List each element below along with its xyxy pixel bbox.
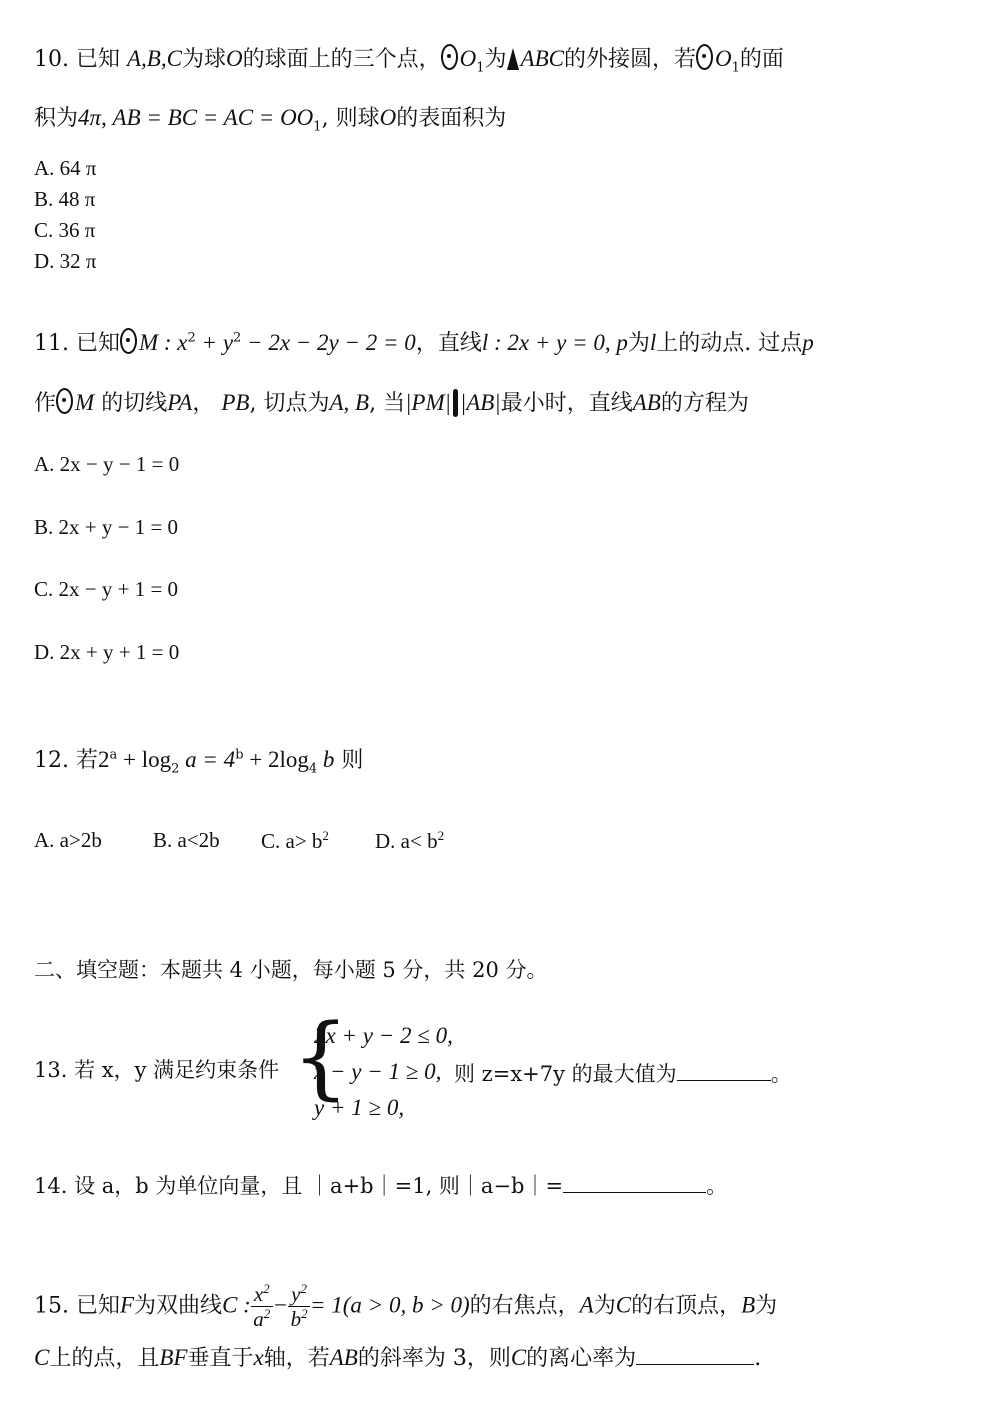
q15-fraction-x (251, 1282, 273, 1331)
q10-o1: O (714, 46, 732, 71)
q11-ab: A, B (329, 390, 370, 415)
q11-ab-abs: |AB| (459, 390, 501, 415)
q12-option-c-text: C. a> b (261, 829, 323, 853)
q11-pa: PA (167, 390, 193, 415)
q12-sup: a (109, 747, 118, 763)
q12-option-c (261, 828, 329, 854)
q15-line2 (34, 1344, 761, 1370)
q11-text: 的方程为 (660, 391, 749, 416)
q10-sphere: O (225, 46, 243, 71)
q14-end: 。 (706, 1174, 728, 1198)
q11-text: ， (192, 391, 215, 416)
q15-number: 15. 已知 (34, 1293, 120, 1319)
circle-symbol-icon (120, 328, 137, 354)
q11-ab: AB (632, 390, 661, 415)
q10-line2 (34, 106, 506, 133)
q12-eq: a = 4 (179, 747, 236, 772)
q12-eq: + log (117, 747, 172, 772)
section-heading: 二、填空题：本题共 4 小题，每小题 5 分，共 20 分。 (34, 958, 548, 982)
q15-f: F (119, 1292, 135, 1318)
q15-text: 的右焦点， (469, 1293, 580, 1319)
q12-sub: 4 (308, 761, 318, 777)
q15-b: B (741, 1292, 756, 1318)
q10-sphere: O (379, 105, 397, 130)
q11-option-c: C. 2x − y + 1 = 0 (34, 577, 179, 601)
q11-text: 上的动点. 过点 (656, 331, 803, 356)
q15-sup: 2 (263, 1306, 271, 1322)
q10-text: 为 (484, 47, 507, 72)
q15-num-var: y (291, 1282, 301, 1306)
q11-eq: − 2x − 2y − 2 = 0 (241, 330, 416, 355)
q10-text: 的面 (739, 47, 784, 72)
q15-text: 轴，若 (263, 1346, 330, 1371)
circle-symbol-icon (56, 388, 73, 414)
q11-eq: M : x (138, 330, 188, 355)
q15-minus: − (272, 1292, 289, 1318)
q10-text: 积为 (34, 106, 79, 131)
q10-text: 的外接圆，若 (563, 47, 696, 72)
q12-sup: 2 (322, 828, 329, 843)
q14-line (34, 1172, 727, 1197)
q15-num (288, 1282, 310, 1307)
q13-constraint-1: 2x + y − 2 ≤ 0, (314, 1023, 453, 1048)
q11-text: 作 (34, 391, 57, 416)
q12-option-b: B. a<2b (153, 828, 220, 852)
q11-option-b: B. 2x + y − 1 = 0 (34, 515, 179, 539)
q15-bf: BF (159, 1345, 188, 1370)
q12-sup: 2 (437, 828, 445, 843)
q11-sup: 2 (233, 330, 242, 346)
q15-a: A (579, 1292, 594, 1318)
q15-text: 为 (755, 1293, 778, 1319)
q11-number: 11. 已知 (34, 331, 120, 356)
q15-end: . (754, 1346, 762, 1371)
q15-text: 垂直于 (187, 1346, 254, 1371)
q15-line1 (34, 1282, 777, 1331)
q11-text: 的切线 (101, 391, 168, 416)
q11-text: ，直线 (415, 331, 482, 356)
q10-sub: 1 (476, 60, 485, 76)
q15-num (251, 1282, 273, 1307)
product-symbol-icon (453, 389, 458, 417)
q12-eq: + 2log (243, 747, 309, 772)
q13-constraint-2: x − y − 1 ≥ 0, (314, 1059, 442, 1084)
q10-option-a: A. 64 π (34, 156, 97, 180)
q10-sub: 1 (313, 119, 322, 135)
q13-tail (454, 1060, 792, 1085)
q15-c: C (615, 1292, 632, 1318)
q15-eq: = 1(a > 0, b > 0) (310, 1292, 470, 1318)
q11-text: , 切点为 (249, 391, 330, 416)
q12-number: 12. 若 (34, 748, 98, 773)
q10-number: 10. 已知 (34, 47, 120, 72)
circle-symbol-icon (696, 44, 713, 70)
q11-text: 为 (627, 331, 650, 356)
q12-option-a: A. a>2b (34, 828, 102, 852)
q13-end: 。 (770, 1062, 792, 1086)
q10-o1: O (459, 46, 477, 71)
triangle-symbol-icon (507, 48, 519, 70)
q15-ab: AB (329, 1345, 358, 1370)
q15-den-var: a (253, 1307, 264, 1332)
answer-blank[interactable] (636, 1344, 754, 1365)
q10-points: A,B,C (126, 46, 182, 71)
q12-option-d (375, 828, 444, 854)
q15-den (251, 1307, 273, 1331)
q15-num-var: x (253, 1282, 264, 1306)
q11-eq: + y (195, 330, 234, 355)
q12-eq: b (317, 747, 335, 772)
q10-eq: 4π, AB = BC = AC = OO (78, 105, 314, 130)
q11-sup: 2 (187, 330, 196, 346)
q10-text: 的球面上的三个点， (242, 47, 441, 72)
brace-icon: { (292, 1005, 350, 1110)
q13-constraint-3: y + 1 ≥ 0, (314, 1095, 405, 1120)
q11-l: l (649, 330, 657, 355)
q15-sup: 2 (300, 1281, 307, 1296)
q11-option-d: D. 2x + y + 1 = 0 (34, 640, 180, 664)
q15-den-var: b (290, 1307, 302, 1332)
q10-abc: ABC (520, 46, 564, 71)
q15-sup: 2 (263, 1281, 270, 1296)
q15-sup: 2 (301, 1306, 308, 1322)
q10-line1 (34, 44, 784, 74)
q10-option-d: D. 32 π (34, 249, 97, 273)
q13-text: 则 z=x+7y 的最大值为 (454, 1062, 677, 1086)
q15-text: 的斜率为 3，则 (357, 1346, 511, 1371)
q15-c: C (510, 1345, 527, 1370)
q11-m: M (75, 390, 95, 415)
q15-den (288, 1307, 310, 1331)
circle-symbol-icon (441, 44, 458, 70)
q11-line1 (34, 328, 814, 355)
q12-sub: 2 (171, 761, 180, 777)
q11-pm: |PM| (405, 390, 451, 415)
q10-option-b: B. 48 π (34, 187, 96, 211)
q11-option-a: A. 2x − y − 1 = 0 (34, 452, 180, 476)
q14-text: 14. 设 a，b 为单位向量，且 ｜a+b｜=1, 则｜a−b｜= (34, 1174, 564, 1198)
q11-pb: PB (221, 390, 250, 415)
q12-eq: 2 (97, 747, 110, 772)
q10-text: 为球 (181, 47, 226, 72)
q10-text: 的表面积为 (396, 106, 507, 131)
answer-blank[interactable] (563, 1172, 706, 1193)
q12-line (34, 748, 363, 775)
q12-option-d-text: D. a< b (375, 829, 438, 853)
q10-sub: 1 (731, 60, 740, 76)
q11-eq: l : 2x + y = 0, p (481, 330, 628, 355)
q15-c: C : (222, 1292, 251, 1318)
q11-p: p (802, 330, 814, 355)
q15-text: 上的点，且 (49, 1346, 160, 1371)
q12-text: 则 (334, 748, 364, 773)
q10-text: , 则球 (321, 106, 380, 131)
answer-blank[interactable] (677, 1060, 771, 1081)
q10-option-c: C. 36 π (34, 218, 96, 242)
q13-lead: 13. 若 x，y 满足约束条件 (34, 1058, 280, 1082)
q15-text: 的右顶点， (631, 1293, 742, 1319)
q15-text: 为 (593, 1293, 616, 1319)
q15-x: x (253, 1345, 264, 1370)
q11-line2 (34, 388, 749, 417)
q11-text: 最小时，直线 (500, 391, 633, 416)
q11-text: , 当 (369, 391, 406, 416)
q15-fraction-y (288, 1282, 310, 1331)
q15-text: 的离心率为 (526, 1346, 637, 1371)
q15-text: 为双曲线 (134, 1293, 223, 1319)
q12-sup: b (235, 747, 244, 763)
q15-c: C (34, 1345, 50, 1370)
